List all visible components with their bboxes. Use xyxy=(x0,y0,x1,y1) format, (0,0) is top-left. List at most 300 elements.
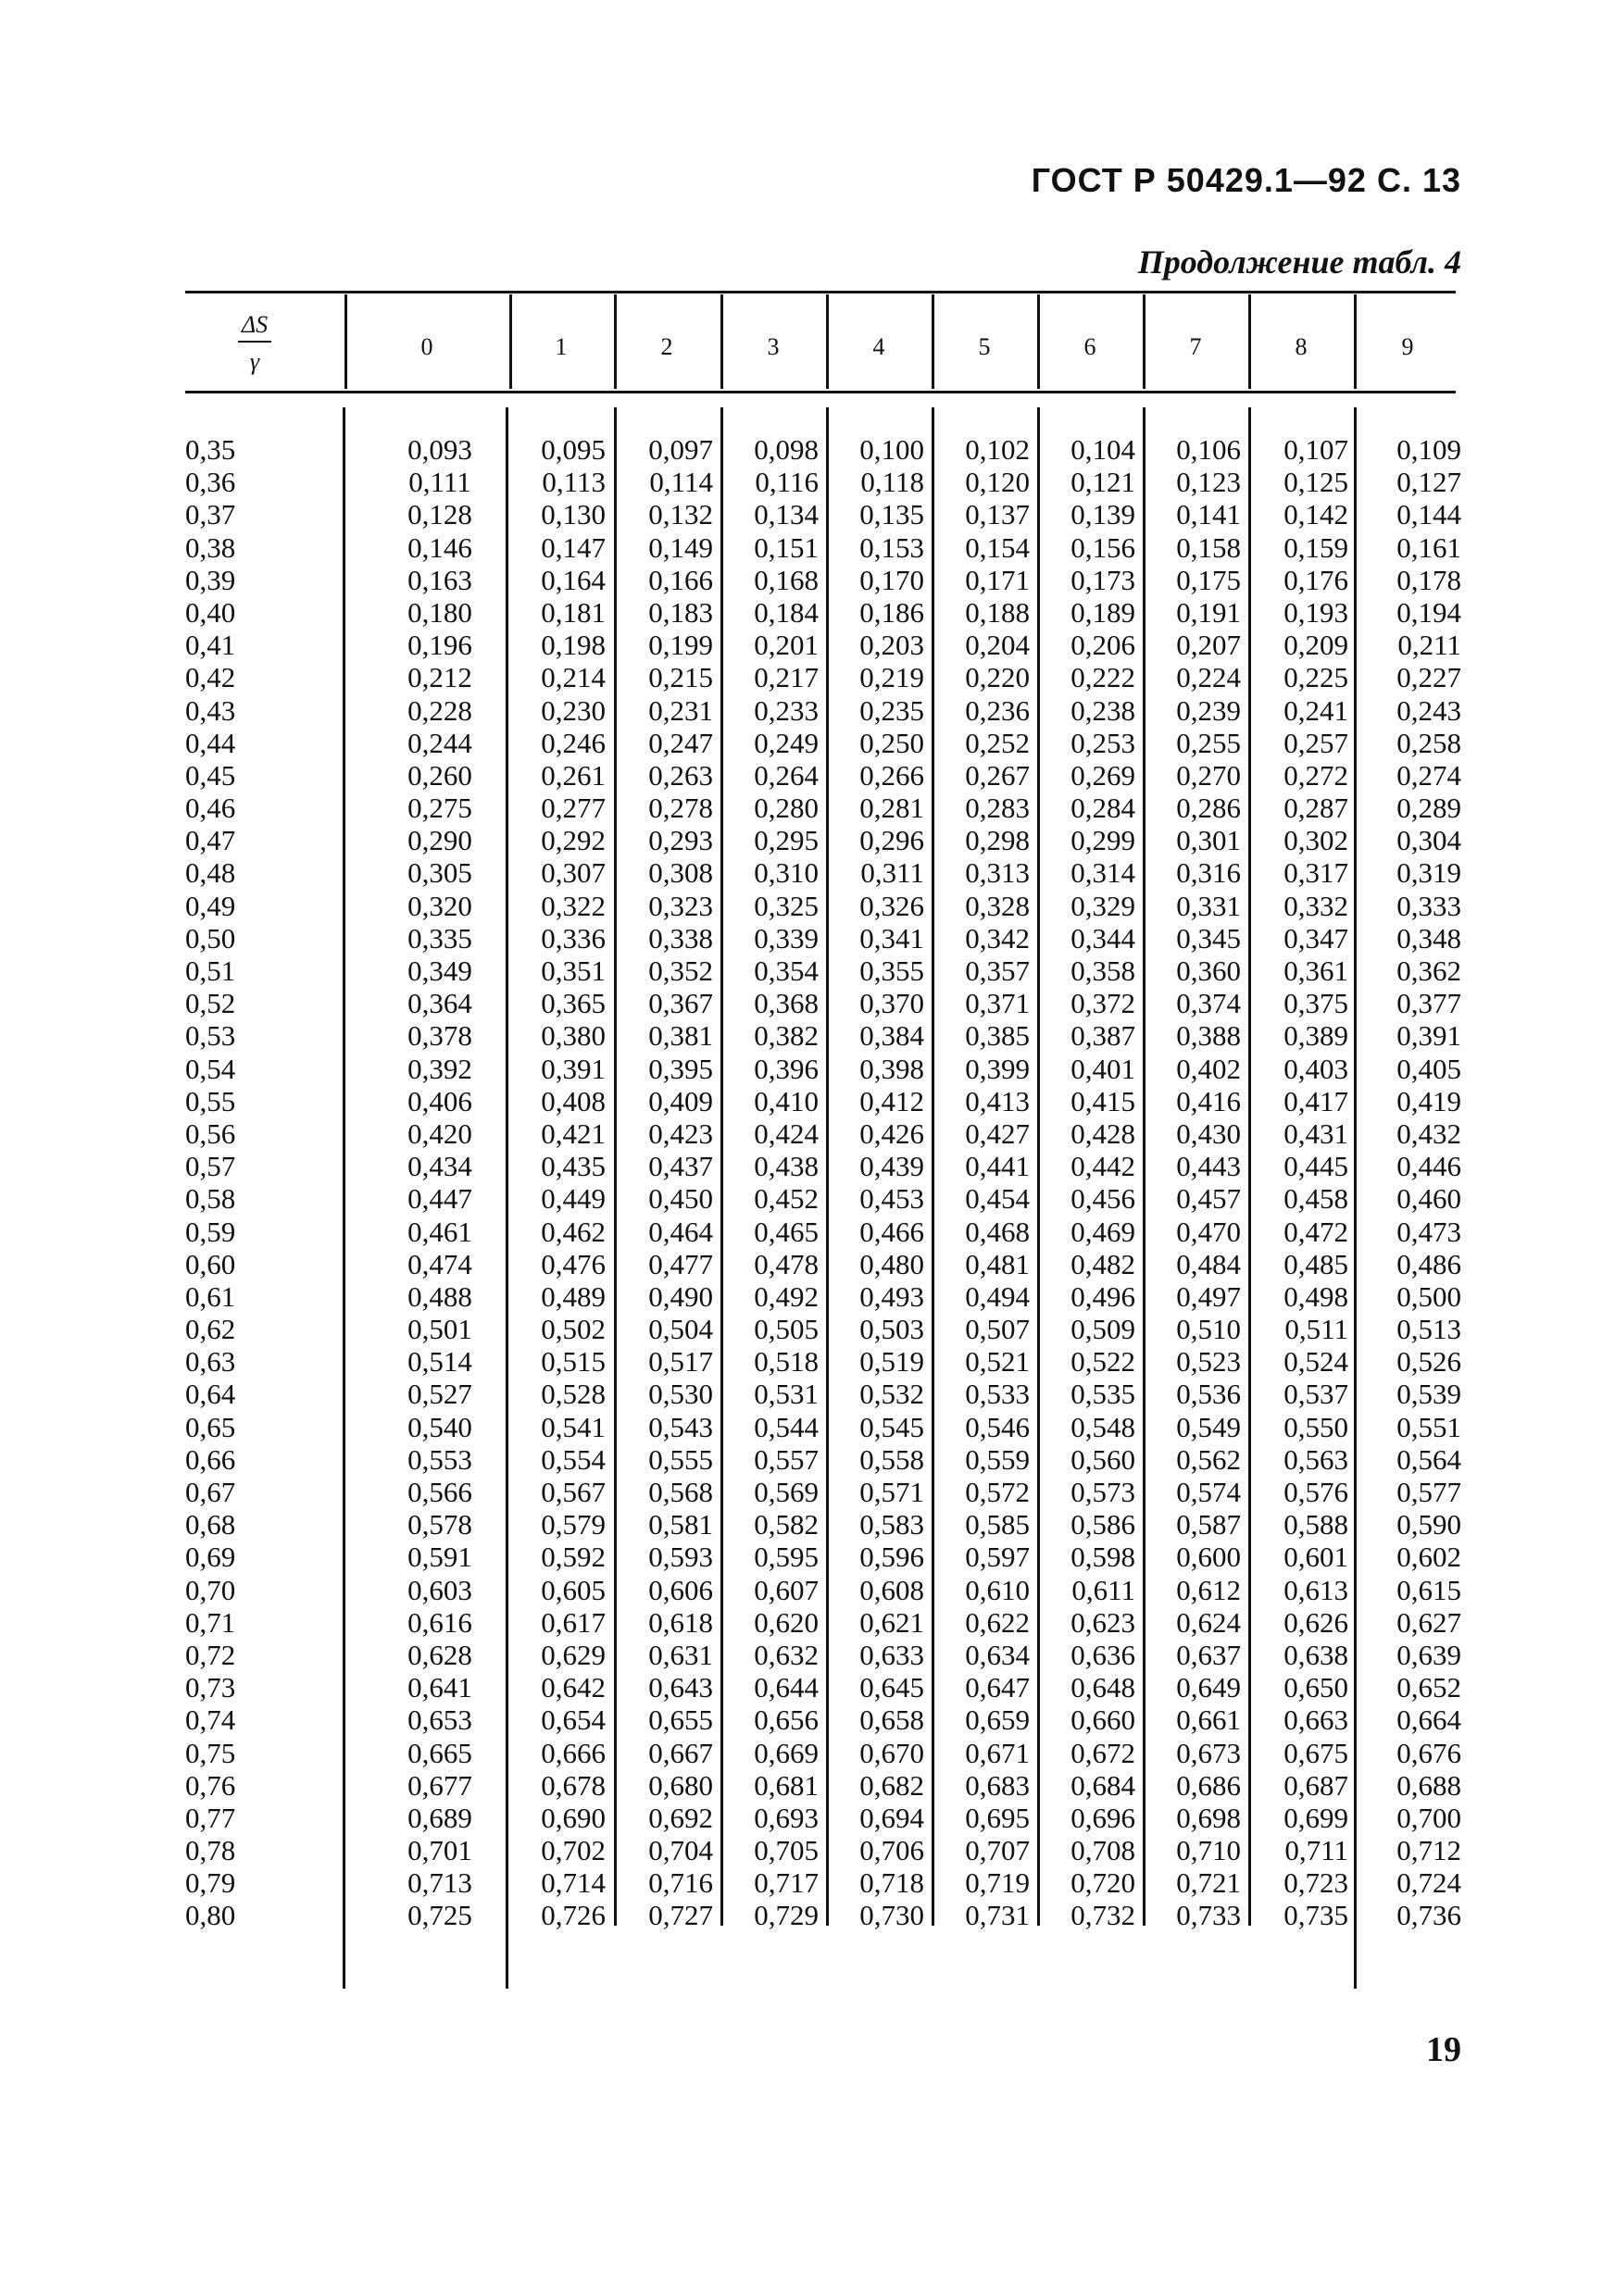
table-cell: 0,361 xyxy=(1283,955,1348,987)
column-header: 6 xyxy=(1083,333,1096,360)
table-cell: 0,134 xyxy=(754,498,819,531)
table-cell: 0,121 xyxy=(1070,466,1135,499)
table-cell: 0,450 xyxy=(648,1182,713,1216)
row-key: 0,69 xyxy=(185,1541,236,1574)
table-cell: 0,730 xyxy=(859,1899,924,1932)
table-cell: 0,667 xyxy=(648,1736,713,1769)
table-row xyxy=(0,824,1615,856)
column-header: 5 xyxy=(978,333,991,360)
table-cell: 0,298 xyxy=(965,824,1030,857)
table-top-rule xyxy=(185,291,1456,293)
table-cell: 0,228 xyxy=(407,693,472,727)
table-cell: 0,178 xyxy=(1396,563,1461,596)
table-cell: 0,332 xyxy=(1283,889,1348,922)
table-cell: 0,574 xyxy=(1176,1476,1241,1508)
table-row xyxy=(0,1541,1615,1573)
table-cell: 0,396 xyxy=(754,1052,819,1085)
table-cell: 0,696 xyxy=(1070,1801,1135,1834)
table-cell: 0,349 xyxy=(407,955,472,987)
table-cell: 0,106 xyxy=(1176,433,1241,466)
table-row xyxy=(0,955,1615,987)
table-cell: 0,704 xyxy=(648,1834,713,1867)
table-cell: 0,573 xyxy=(1070,1476,1135,1508)
table-cell: 0,170 xyxy=(859,563,924,596)
table-cell: 0,518 xyxy=(754,1345,819,1379)
table-cell: 0,458 xyxy=(1283,1182,1348,1216)
table-cell: 0,510 xyxy=(1176,1313,1241,1346)
table-cell: 0,617 xyxy=(541,1605,606,1639)
table-cell: 0,331 xyxy=(1176,889,1241,922)
table-cell: 0,526 xyxy=(1396,1345,1461,1379)
table-cell: 0,665 xyxy=(407,1736,472,1769)
table-cell: 0,389 xyxy=(1283,1019,1348,1053)
table-cell: 0,299 xyxy=(1070,824,1135,857)
table-cell: 0,391 xyxy=(541,1052,606,1085)
table-cell: 0,555 xyxy=(648,1442,713,1476)
table-cell: 0,141 xyxy=(1176,498,1241,531)
row-key: 0,46 xyxy=(185,792,236,825)
table-row xyxy=(0,1411,1615,1443)
table-cell: 0,280 xyxy=(754,792,819,825)
table-cell: 0,634 xyxy=(965,1638,1030,1671)
table-cell: 0,557 xyxy=(754,1442,819,1476)
table-cell: 0,711 xyxy=(1284,1834,1348,1867)
table-cell: 0,215 xyxy=(648,661,713,694)
row-key: 0,79 xyxy=(185,1866,236,1900)
table-cell: 0,540 xyxy=(407,1410,472,1443)
table-cell: 0,107 xyxy=(1283,433,1348,466)
table-cell: 0,290 xyxy=(407,824,472,857)
table-cell: 0,449 xyxy=(541,1182,606,1216)
table-cell: 0,427 xyxy=(965,1117,1030,1150)
row-key: 0,76 xyxy=(185,1768,236,1802)
table-cell: 0,163 xyxy=(407,563,472,596)
table-cell: 0,605 xyxy=(541,1573,606,1606)
row-key: 0,50 xyxy=(185,921,236,955)
table-cell: 0,593 xyxy=(648,1541,713,1574)
table-cell: 0,399 xyxy=(965,1052,1030,1085)
table-cell: 0,726 xyxy=(541,1899,606,1932)
table-cell: 0,428 xyxy=(1070,1117,1135,1150)
document-header: ГОСТ Р 50429.1—92 С. 13 xyxy=(1031,161,1461,199)
table-cell: 0,453 xyxy=(859,1182,924,1216)
table-cell: 0,492 xyxy=(754,1279,819,1313)
table-row xyxy=(0,1802,1615,1834)
column-header: 0 xyxy=(420,333,433,360)
row-key: 0,54 xyxy=(185,1052,236,1085)
table-cell: 0,622 xyxy=(965,1605,1030,1639)
table-row xyxy=(0,1443,1615,1476)
table-cell: 0,535 xyxy=(1070,1378,1135,1411)
row-key: 0,36 xyxy=(185,466,236,499)
table-row xyxy=(0,1899,1615,1931)
table-cell: 0,323 xyxy=(648,889,713,922)
row-key: 0,35 xyxy=(185,433,236,466)
table-cell: 0,278 xyxy=(648,792,713,825)
table-cell: 0,583 xyxy=(859,1508,924,1541)
table-cell: 0,582 xyxy=(754,1508,819,1541)
table-cell: 0,360 xyxy=(1176,955,1241,987)
table-cell: 0,497 xyxy=(1176,1279,1241,1313)
table-cell: 0,689 xyxy=(407,1801,472,1834)
table-cell: 0,621 xyxy=(859,1605,924,1639)
header-numerator: ΔS xyxy=(238,311,271,343)
table-cell: 0,477 xyxy=(648,1247,713,1280)
row-key: 0,41 xyxy=(185,629,236,662)
table-cell: 0,365 xyxy=(541,987,606,1020)
table-cell: 0,188 xyxy=(965,595,1030,629)
table-cell: 0,151 xyxy=(754,530,819,564)
row-key: 0,42 xyxy=(185,661,236,694)
table-cell: 0,472 xyxy=(1283,1215,1348,1248)
table-cell: 0,146 xyxy=(407,530,472,564)
table-cell: 0,714 xyxy=(541,1866,606,1900)
table-cell: 0,720 xyxy=(1070,1866,1135,1900)
table-cell: 0,263 xyxy=(648,758,713,792)
table-cell: 0,432 xyxy=(1396,1117,1461,1150)
table-cell: 0,654 xyxy=(541,1703,606,1737)
table-cell: 0,241 xyxy=(1283,693,1348,727)
table-cell: 0,437 xyxy=(648,1150,713,1183)
table-cell: 0,183 xyxy=(648,595,713,629)
table-cell: 0,489 xyxy=(541,1279,606,1313)
table-cell: 0,650 xyxy=(1283,1671,1348,1704)
table-cell: 0,610 xyxy=(965,1573,1030,1606)
table-cell: 0,408 xyxy=(541,1084,606,1117)
table-cell: 0,721 xyxy=(1176,1866,1241,1900)
table-cell: 0,660 xyxy=(1070,1703,1135,1737)
table-row xyxy=(0,1248,1615,1280)
page-number: 19 xyxy=(1426,2030,1461,2069)
table-cell: 0,333 xyxy=(1396,889,1461,922)
table-cell: 0,098 xyxy=(754,433,819,466)
table-cell: 0,100 xyxy=(859,433,924,466)
table-row xyxy=(0,1703,1615,1736)
row-key: 0,59 xyxy=(185,1215,236,1248)
table-cell: 0,465 xyxy=(754,1215,819,1248)
table-cell: 0,109 xyxy=(1396,433,1461,466)
table-cell: 0,149 xyxy=(648,530,713,564)
table-cell: 0,381 xyxy=(648,1019,713,1053)
table-cell: 0,313 xyxy=(965,856,1030,890)
table-cell: 0,620 xyxy=(754,1605,819,1639)
table-cell: 0,238 xyxy=(1070,693,1135,727)
table-cell: 0,250 xyxy=(859,726,924,759)
table-cell: 0,659 xyxy=(965,1703,1030,1737)
table-cell: 0,354 xyxy=(754,955,819,987)
table-cell: 0,296 xyxy=(859,824,924,857)
table-cell: 0,505 xyxy=(754,1313,819,1346)
table-cell: 0,158 xyxy=(1176,530,1241,564)
table-cell: 0,293 xyxy=(648,824,713,857)
row-key: 0,73 xyxy=(185,1671,236,1704)
table-cell: 0,258 xyxy=(1396,726,1461,759)
table-row xyxy=(0,564,1615,596)
table-cell: 0,322 xyxy=(541,889,606,922)
table-row xyxy=(0,498,1615,530)
table-cell: 0,326 xyxy=(859,889,924,922)
table-cell: 0,409 xyxy=(648,1084,713,1117)
table-cell: 0,341 xyxy=(859,921,924,955)
table-cell: 0,692 xyxy=(648,1801,713,1834)
table-row xyxy=(0,727,1615,759)
table-cell: 0,452 xyxy=(754,1182,819,1216)
table-cell: 0,227 xyxy=(1396,661,1461,694)
table-cell: 0,649 xyxy=(1176,1671,1241,1704)
table-cell: 0,658 xyxy=(859,1703,924,1737)
table-row xyxy=(0,629,1615,661)
table-cell: 0,736 xyxy=(1396,1899,1461,1932)
table-cell: 0,686 xyxy=(1176,1768,1241,1802)
row-key: 0,70 xyxy=(185,1573,236,1606)
table-cell: 0,511 xyxy=(1284,1313,1348,1346)
row-key: 0,65 xyxy=(185,1410,236,1443)
table-cell: 0,225 xyxy=(1283,661,1348,694)
table-cell: 0,653 xyxy=(407,1703,472,1737)
table-cell: 0,727 xyxy=(648,1899,713,1932)
table-cell: 0,708 xyxy=(1070,1834,1135,1867)
table-cell: 0,672 xyxy=(1070,1736,1135,1769)
table-cell: 0,623 xyxy=(1070,1605,1135,1639)
row-key: 0,80 xyxy=(185,1899,236,1932)
table-cell: 0,647 xyxy=(965,1671,1030,1704)
table-cell: 0,364 xyxy=(407,987,472,1020)
table-cell: 0,543 xyxy=(648,1410,713,1443)
table-cell: 0,554 xyxy=(541,1442,606,1476)
row-key: 0,51 xyxy=(185,955,236,987)
table-cell: 0,519 xyxy=(859,1345,924,1379)
table-cell: 0,656 xyxy=(754,1703,819,1737)
table-row xyxy=(0,856,1615,889)
table-cell: 0,439 xyxy=(859,1150,924,1183)
table-cell: 0,466 xyxy=(859,1215,924,1248)
table-row xyxy=(0,433,1615,466)
header-divider xyxy=(720,294,723,389)
table-cell: 0,102 xyxy=(965,433,1030,466)
table-cell: 0,732 xyxy=(1070,1899,1135,1932)
row-key: 0,43 xyxy=(185,693,236,727)
table-cell: 0,545 xyxy=(859,1410,924,1443)
table-cell: 0,454 xyxy=(965,1182,1030,1216)
table-row xyxy=(0,1769,1615,1802)
table-cell: 0,435 xyxy=(541,1150,606,1183)
table-cell: 0,735 xyxy=(1283,1899,1348,1932)
table-row xyxy=(0,1378,1615,1410)
table-cell: 0,666 xyxy=(541,1736,606,1769)
table-cell: 0,266 xyxy=(859,758,924,792)
table-cell: 0,093 xyxy=(407,433,472,466)
table-cell: 0,670 xyxy=(859,1736,924,1769)
table-cell: 0,549 xyxy=(1176,1410,1241,1443)
table-row xyxy=(0,890,1615,922)
table-cell: 0,532 xyxy=(859,1378,924,1411)
table-cell: 0,130 xyxy=(541,498,606,531)
table-cell: 0,447 xyxy=(407,1182,472,1216)
header-divider xyxy=(826,294,829,389)
first-column-header xyxy=(185,311,324,376)
table-cell: 0,431 xyxy=(1283,1117,1348,1150)
table-cell: 0,607 xyxy=(754,1573,819,1606)
table-cell: 0,596 xyxy=(859,1541,924,1574)
table-cell: 0,700 xyxy=(1396,1801,1461,1834)
table-cell: 0,184 xyxy=(754,595,819,629)
row-key: 0,38 xyxy=(185,530,236,564)
table-cell: 0,311 xyxy=(860,856,924,890)
table-cell: 0,412 xyxy=(859,1084,924,1117)
row-key: 0,58 xyxy=(185,1182,236,1216)
table-cell: 0,694 xyxy=(859,1801,924,1834)
row-key: 0,68 xyxy=(185,1508,236,1541)
table-cell: 0,611 xyxy=(1071,1573,1135,1606)
table-cell: 0,698 xyxy=(1176,1801,1241,1834)
table-cell: 0,641 xyxy=(407,1671,472,1704)
table-cell: 0,591 xyxy=(407,1541,472,1574)
table-cell: 0,443 xyxy=(1176,1150,1241,1183)
table-cell: 0,377 xyxy=(1396,987,1461,1020)
table-cell: 0,597 xyxy=(965,1541,1030,1574)
table-cell: 0,683 xyxy=(965,1768,1030,1802)
table-cell: 0,682 xyxy=(859,1768,924,1802)
row-key: 0,66 xyxy=(185,1442,236,1476)
table-cell: 0,191 xyxy=(1176,595,1241,629)
table-cell: 0,560 xyxy=(1070,1442,1135,1476)
table-row xyxy=(0,466,1615,498)
table-cell: 0,345 xyxy=(1176,921,1241,955)
table-cell: 0,488 xyxy=(407,1279,472,1313)
table-row xyxy=(0,922,1615,955)
table-cell: 0,644 xyxy=(754,1671,819,1704)
table-cell: 0,189 xyxy=(1070,595,1135,629)
table-cell: 0,344 xyxy=(1070,921,1135,955)
table-cell: 0,633 xyxy=(859,1638,924,1671)
table-cell: 0,302 xyxy=(1283,824,1348,857)
table-cell: 0,528 xyxy=(541,1378,606,1411)
table-cell: 0,524 xyxy=(1283,1345,1348,1379)
table-cell: 0,513 xyxy=(1396,1313,1461,1346)
table-cell: 0,310 xyxy=(754,856,819,890)
table-cell: 0,417 xyxy=(1283,1084,1348,1117)
table-cell: 0,415 xyxy=(1070,1084,1135,1117)
table-cell: 0,469 xyxy=(1070,1215,1135,1248)
table-cell: 0,317 xyxy=(1283,856,1348,890)
header-divider xyxy=(932,294,934,389)
table-cell: 0,269 xyxy=(1070,758,1135,792)
table-cell: 0,314 xyxy=(1070,856,1135,890)
table-cell: 0,260 xyxy=(407,758,472,792)
table-row xyxy=(0,1085,1615,1117)
table-cell: 0,693 xyxy=(754,1801,819,1834)
table-cell: 0,445 xyxy=(1283,1150,1348,1183)
table-cell: 0,500 xyxy=(1396,1279,1461,1313)
row-key: 0,62 xyxy=(185,1313,236,1346)
table-cell: 0,636 xyxy=(1070,1638,1135,1671)
row-key: 0,72 xyxy=(185,1638,236,1671)
table-cell: 0,209 xyxy=(1283,629,1348,662)
table-cell: 0,476 xyxy=(541,1247,606,1280)
table-cell: 0,255 xyxy=(1176,726,1241,759)
table-cell: 0,270 xyxy=(1176,758,1241,792)
table-cell: 0,521 xyxy=(965,1345,1030,1379)
table-cell: 0,137 xyxy=(965,498,1030,531)
table-cell: 0,568 xyxy=(648,1476,713,1508)
table-cell: 0,380 xyxy=(541,1019,606,1053)
table-cell: 0,181 xyxy=(541,595,606,629)
table-cell: 0,274 xyxy=(1396,758,1461,792)
table-cell: 0,613 xyxy=(1283,1573,1348,1606)
table-cell: 0,287 xyxy=(1283,792,1348,825)
table-cell: 0,246 xyxy=(541,726,606,759)
table-cell: 0,156 xyxy=(1070,530,1135,564)
table-cell: 0,581 xyxy=(648,1508,713,1541)
table-cell: 0,539 xyxy=(1396,1378,1461,1411)
table-cell: 0,515 xyxy=(541,1345,606,1379)
table-cell: 0,486 xyxy=(1396,1247,1461,1280)
table-cell: 0,517 xyxy=(648,1345,713,1379)
table-cell: 0,595 xyxy=(754,1541,819,1574)
table-cell: 0,277 xyxy=(541,792,606,825)
table-cell: 0,690 xyxy=(541,1801,606,1834)
table-cell: 0,125 xyxy=(1283,466,1348,499)
table-cell: 0,531 xyxy=(754,1378,819,1411)
table-row xyxy=(0,1476,1615,1508)
table-cell: 0,275 xyxy=(407,792,472,825)
table-cell: 0,371 xyxy=(965,987,1030,1020)
table-cell: 0,676 xyxy=(1396,1736,1461,1769)
table-cell: 0,523 xyxy=(1176,1345,1241,1379)
table-cell: 0,104 xyxy=(1070,433,1135,466)
table-cell: 0,244 xyxy=(407,726,472,759)
table-cell: 0,402 xyxy=(1176,1052,1241,1085)
row-key: 0,74 xyxy=(185,1703,236,1737)
table-cell: 0,468 xyxy=(965,1215,1030,1248)
table-cell: 0,442 xyxy=(1070,1150,1135,1183)
table-cell: 0,717 xyxy=(754,1866,819,1900)
table-cell: 0,283 xyxy=(965,792,1030,825)
table-cell: 0,673 xyxy=(1176,1736,1241,1769)
row-key: 0,45 xyxy=(185,758,236,792)
table-cell: 0,224 xyxy=(1176,661,1241,694)
table-cell: 0,219 xyxy=(859,661,924,694)
table-cell: 0,113 xyxy=(542,466,606,499)
table-cell: 0,284 xyxy=(1070,792,1135,825)
table-cell: 0,585 xyxy=(965,1508,1030,1541)
table-cell: 0,677 xyxy=(407,1768,472,1802)
table-cell: 0,536 xyxy=(1176,1378,1241,1411)
table-cell: 0,406 xyxy=(407,1084,472,1117)
table-cell: 0,214 xyxy=(541,661,606,694)
table-cell: 0,716 xyxy=(648,1866,713,1900)
table-cell: 0,416 xyxy=(1176,1084,1241,1117)
table-cell: 0,627 xyxy=(1396,1605,1461,1639)
table-cell: 0,196 xyxy=(407,629,472,662)
table-cell: 0,295 xyxy=(754,824,819,857)
table-cell: 0,118 xyxy=(860,466,924,499)
table-cell: 0,419 xyxy=(1396,1084,1461,1117)
table-cell: 0,382 xyxy=(754,1019,819,1053)
table-cell: 0,403 xyxy=(1283,1052,1348,1085)
table-cell: 0,474 xyxy=(407,1247,472,1280)
table-cell: 0,220 xyxy=(965,661,1030,694)
table-cell: 0,362 xyxy=(1396,955,1461,987)
table-cell: 0,571 xyxy=(859,1476,924,1508)
table-cell: 0,702 xyxy=(541,1834,606,1867)
table-cell: 0,533 xyxy=(965,1378,1030,1411)
table-cell: 0,731 xyxy=(965,1899,1030,1932)
header-divider xyxy=(1037,294,1040,389)
table-cell: 0,688 xyxy=(1396,1768,1461,1802)
table-cell: 0,335 xyxy=(407,921,472,955)
column-header: 8 xyxy=(1295,333,1308,360)
